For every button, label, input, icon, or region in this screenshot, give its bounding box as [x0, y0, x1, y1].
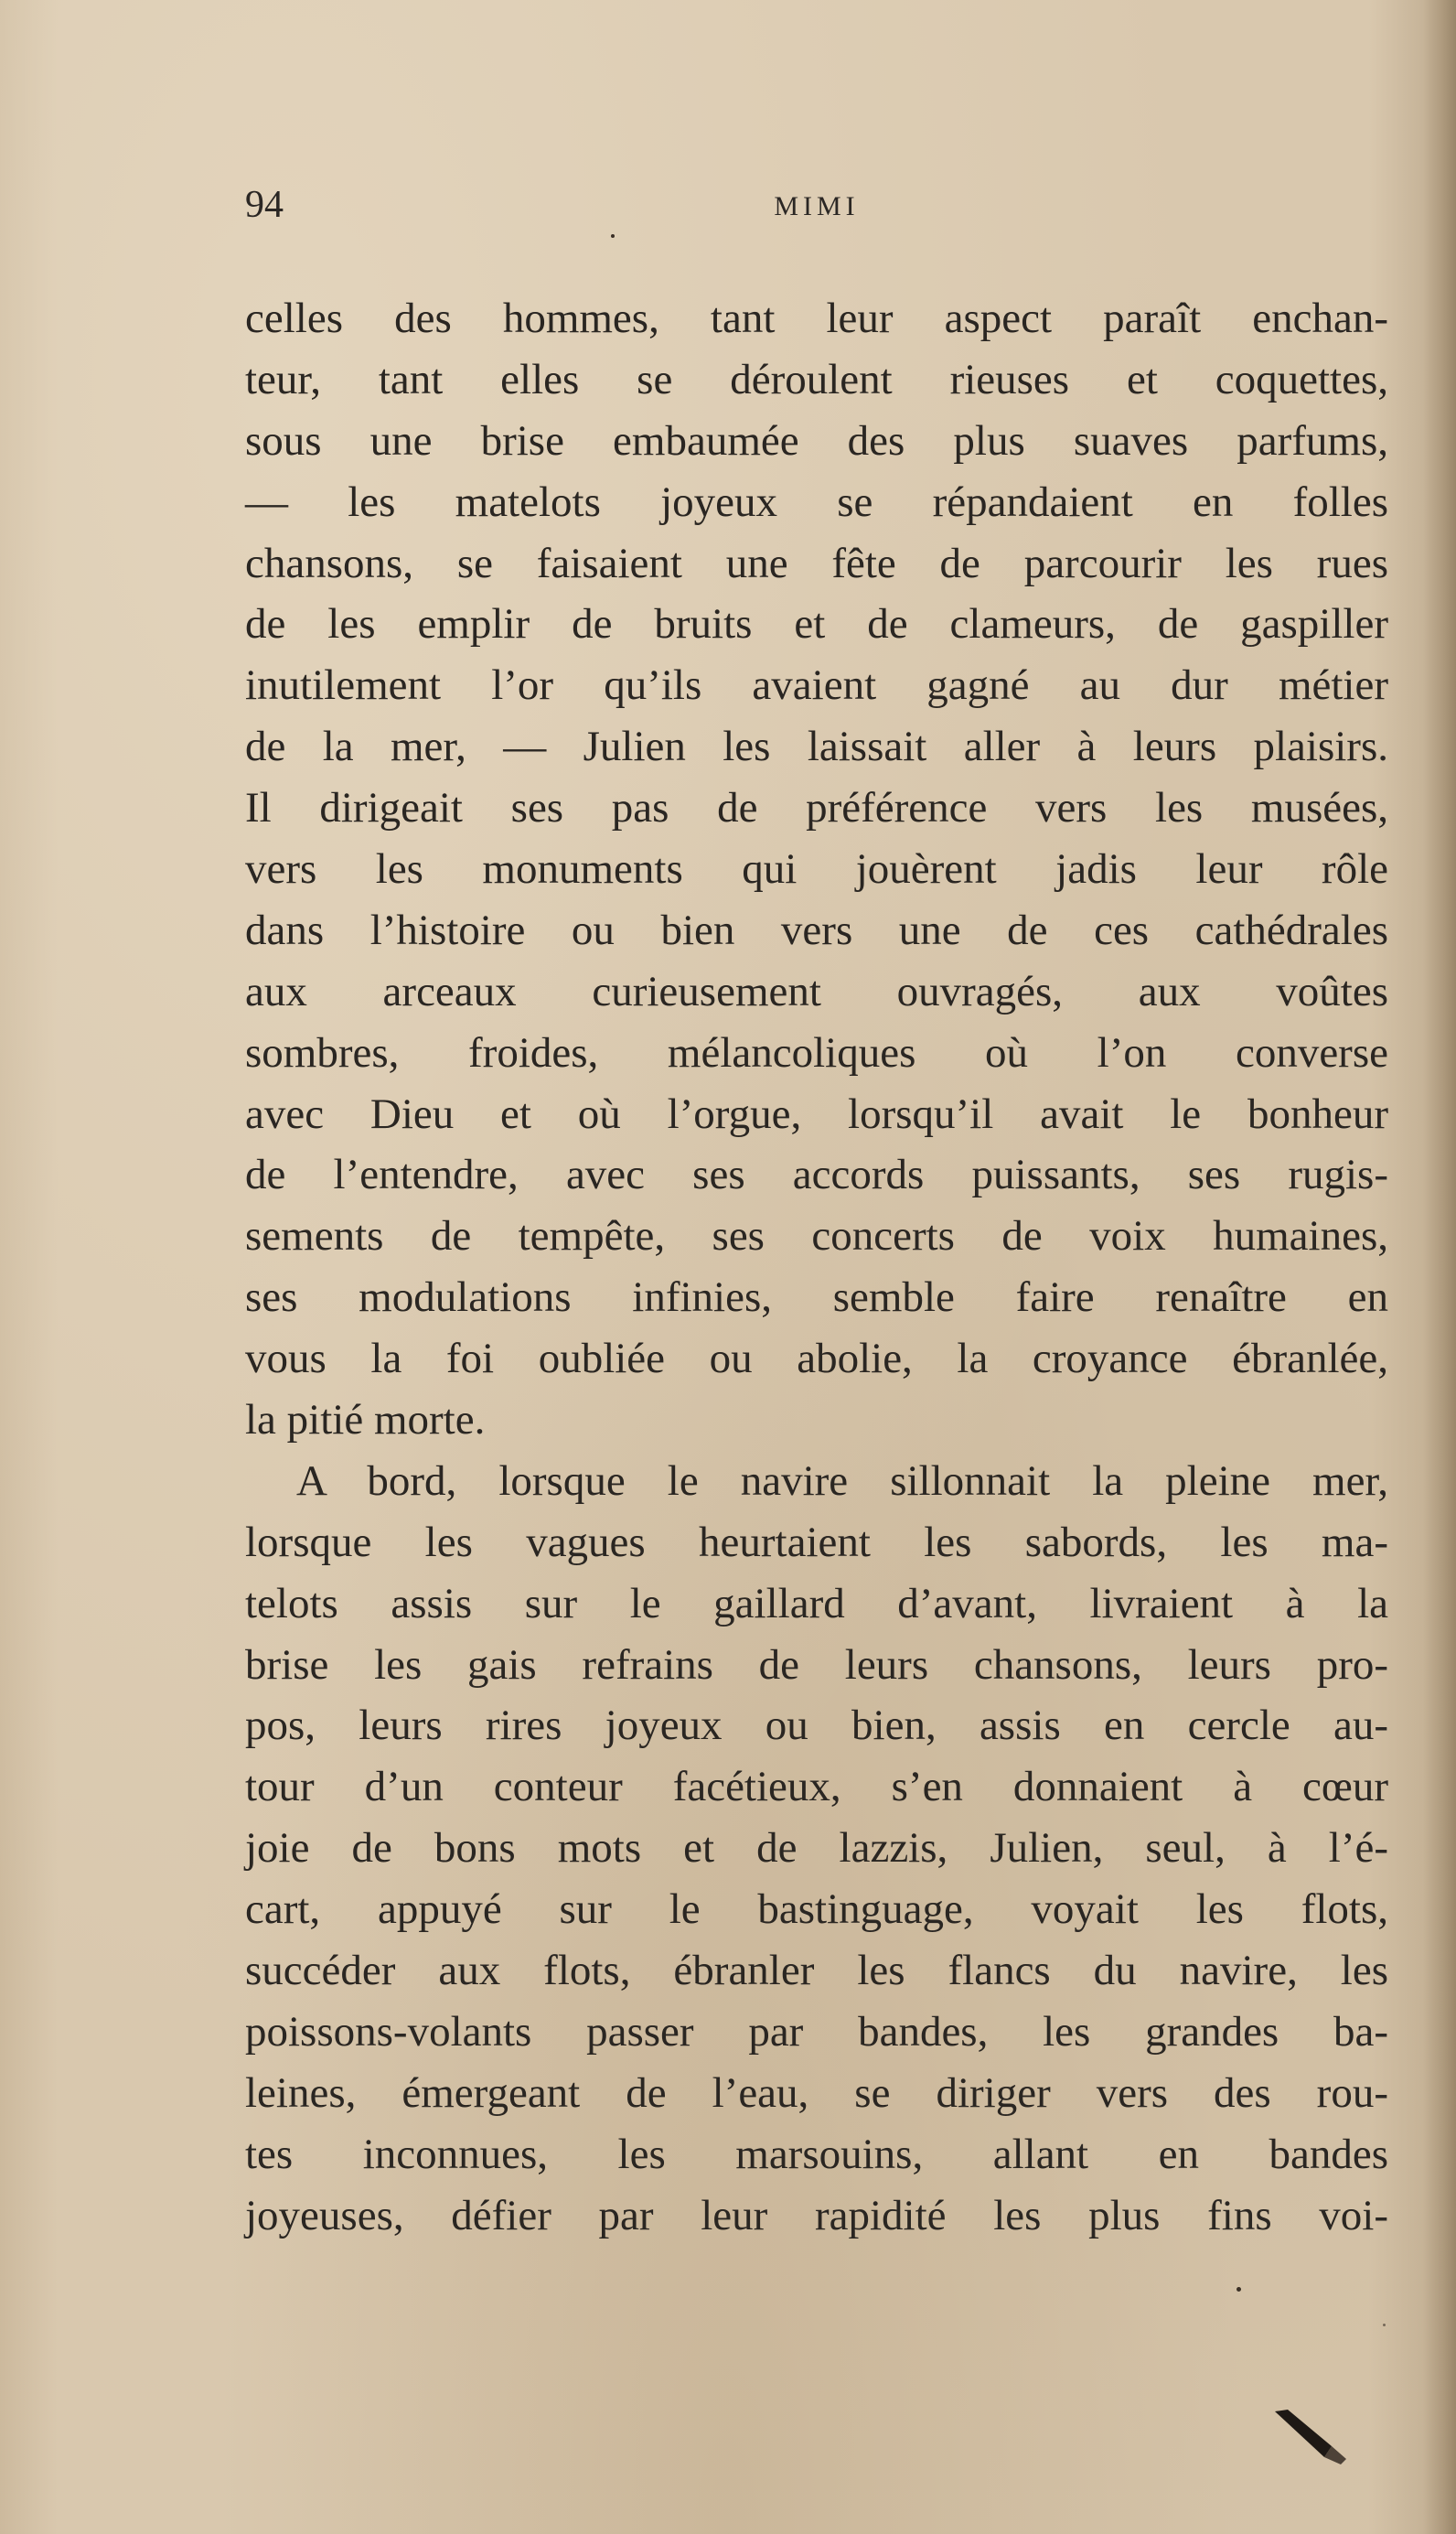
paper-speck	[1383, 2324, 1386, 2326]
text-line: cart, appuyé sur le bastinguage, voyait les flots,	[245, 1885, 1388, 1934]
ink-smudge	[1268, 2404, 1359, 2468]
text-line: sous une brise embaumée des plus suaves parfums,	[245, 416, 1388, 465]
text-line: ses modulations infinies, semble faire renaître en	[245, 1273, 1388, 1322]
text-line: sombres, froides, mélancoliques où l’on converse	[245, 1028, 1388, 1077]
page-number: 94	[245, 184, 284, 226]
text-line: de les emplir de bruits et de clameurs, de gaspiller	[245, 600, 1388, 649]
text-line: avec Dieu et où l’orgue, lorsqu’il avait le bonheur	[245, 1090, 1388, 1138]
text-line: tour d’un conteur facétieux, s’en donnaient à cœur	[245, 1763, 1388, 1811]
text-line: vous la foi oubliée ou abolie, la croyance ébranlée,	[245, 1335, 1388, 1383]
text-line: poissons-volants passer par bandes, les grandes ba-	[245, 2007, 1388, 2056]
text-line: chansons, se faisaient une fête de parcourir les rues	[245, 539, 1388, 587]
text-line: — les matelots joyeux se répandaient en folles	[245, 478, 1388, 526]
text-line: teur, tant elles se déroulent rieuses et coquettes,	[245, 355, 1388, 403]
paper-speck	[1237, 2287, 1241, 2292]
running-title: MIMI	[774, 191, 860, 221]
text-line: vers les monuments qui jouèrent jadis leur rôle	[245, 845, 1388, 894]
text-line: joie de bons mots et de lazzis, Julien, seul, à l’é-	[245, 1824, 1388, 1873]
text-line: de la mer, — Julien les laissait aller à leurs plaisirs.	[245, 723, 1388, 771]
text-line: lorsque les vagues heurtaient les sabords, les ma-	[245, 1518, 1388, 1566]
text-line: Il dirigeait ses pas de préférence vers les musées,	[245, 784, 1388, 832]
text-line: celles des hommes, tant leur aspect paraît enchan-	[245, 295, 1388, 342]
text-line: la pitié morte.	[245, 1396, 486, 1444]
page-edge-shadow	[1423, 0, 1456, 2534]
text-line: inutilement l’or qu’ils avaient gagné au dur métier	[245, 661, 1388, 710]
text-line: dans l’histoire ou bien vers une de ces cathédrales	[245, 906, 1388, 954]
text-line: telots assis sur le gaillard d’avant, livraient à la	[245, 1579, 1388, 1627]
text-line: A bord, lorsque le navire sillonnait la pleine mer,	[296, 1456, 1388, 1505]
body-text	[245, 288, 1388, 2247]
text-line: de l’entendre, avec ses accords puissants, ses rugis-	[245, 1151, 1388, 1199]
text-line: tes inconnues, les marsouins, allant en bandes	[245, 2130, 1388, 2178]
text-line: joyeuses, défier par leur rapidité les plus fins voi-	[245, 2191, 1388, 2239]
paper-speck	[611, 234, 615, 238]
text-line: leines, émergeant de l’eau, se diriger vers des rou-	[245, 2068, 1388, 2117]
text-line: succéder aux flots, ébranler les flancs du navire, les	[245, 1947, 1388, 1995]
text-line: brise les gais refrains de leurs chansons, leurs pro-	[245, 1640, 1388, 1689]
page-header	[245, 179, 1388, 231]
text-line: aux arceaux curieusement ouvragés, aux voûtes	[245, 967, 1388, 1015]
text-line: sements de tempête, ses concerts de voix humaines,	[245, 1212, 1388, 1261]
text-line: pos, leurs rires joyeux ou bien, assis en cercle au-	[245, 1702, 1388, 1750]
